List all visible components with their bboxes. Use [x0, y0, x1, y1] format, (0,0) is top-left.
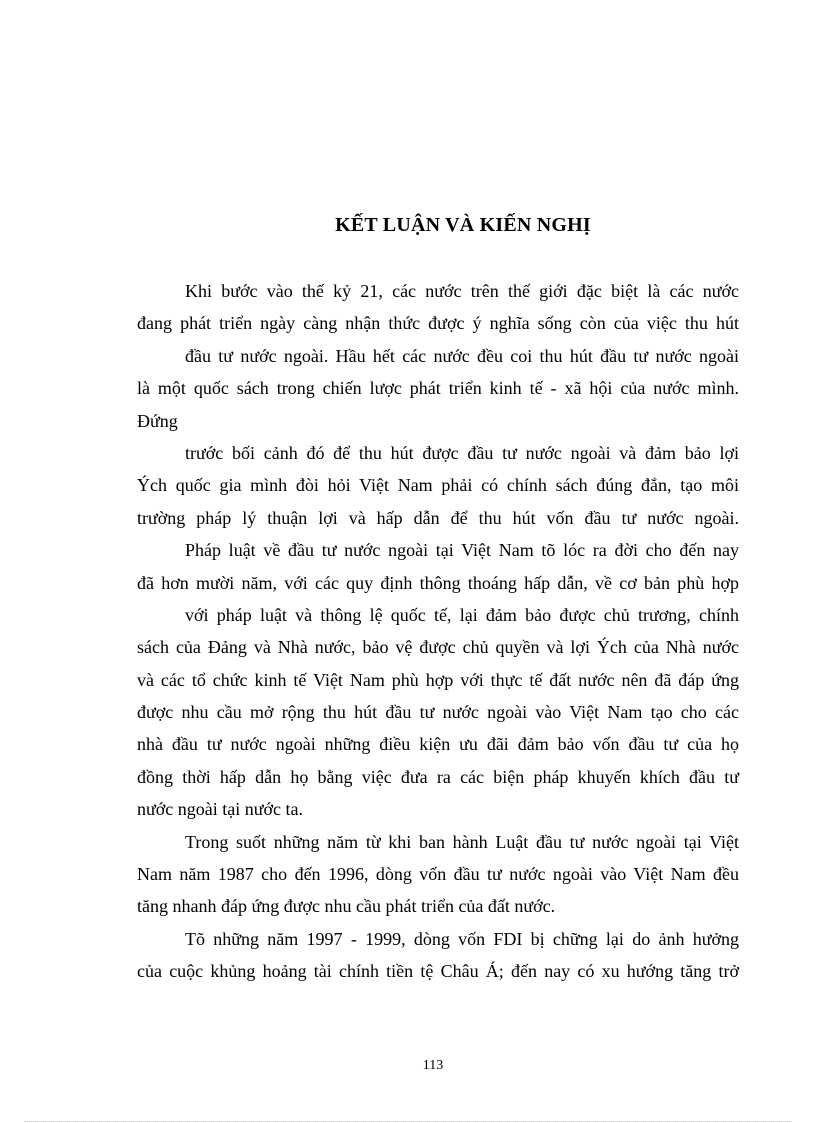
- text-line: Trong suốt những năm từ khi ban hành Luật đầu tư nước ngoài tại Việt: [185, 831, 739, 852]
- text-line: Đứng: [137, 410, 178, 431]
- text-line: là một quốc sách trong chiến lược phát triển kinh tế - xã hội của nước mình.: [137, 378, 739, 399]
- text-line: sách của Đảng và Nhà nước, bảo vệ được chủ quyền và lợi Ých của Nhà nước: [137, 637, 739, 658]
- text-line: Tõ những năm 1997 - 1999, dòng vốn FDI bị chững lại do ảnh hưởng: [185, 928, 739, 949]
- text-line: Nam năm 1987 cho đến 1996, dòng vốn đầu tư nước ngoài vào Việt Nam đều: [137, 864, 739, 885]
- text-line: trường pháp lý thuận lợi và hấp dẫn để thu hút vốn đầu tư nước ngoài.: [137, 507, 739, 528]
- body-text: [137, 275, 739, 988]
- text-line: nước ngoài tại nước ta.: [137, 799, 303, 820]
- page-number: 113: [422, 1058, 444, 1073]
- text-line: với pháp luật và thông lệ quốc tế, lại đảm bảo được chủ trương, chính: [185, 604, 739, 625]
- text-line: đầu tư nước ngoài. Hầu hết các nước đều coi thu hút đầu tư nước ngoài: [185, 345, 739, 366]
- text-line: Khi bước vào thế kỷ 21, các nước trên thế giới đặc biệt là các nước: [185, 281, 739, 301]
- text-line: đang phát triển ngày càng nhận thức được ý nghĩa sống còn của việc thu hút: [137, 313, 739, 334]
- text-line: Ých quốc gia mình đòi hỏi Việt Nam phải có chính sách đúng đắn, tạo môi: [137, 475, 739, 496]
- text-line: của cuộc khủng hoảng tài chính tiền tệ Châu Á; đến nay có xu hướng tăng trở: [137, 961, 739, 982]
- text-line: đã hơn mười năm, với các quy định thông thoáng hấp dẫn, về cơ bản phù hợp: [137, 572, 739, 593]
- page-bottom-divider: [24, 1121, 792, 1122]
- text-line: được nhu cầu mở rộng thu hút đầu tư nước ngoài vào Việt Nam tạo cho các: [137, 702, 739, 723]
- section-title: KẾT LUẬN VÀ KIẾN NGHỊ: [335, 214, 591, 236]
- text-line: và các tổ chức kinh tế Việt Nam phù hợp với thực tế đất nước nên đã đáp ứng: [137, 669, 739, 690]
- text-line: nhà đầu tư nước ngoài những điều kiện ưu đãi đảm bảo vốn đầu tư của họ: [137, 734, 739, 755]
- text-line: trước bối cảnh đó để thu hút được đầu tư nước ngoài và đảm bảo lợi: [185, 442, 739, 463]
- text-line: Pháp luật về đầu tư nước ngoài tại Việt Nam tõ lóc ra đời cho đến nay: [185, 540, 739, 561]
- text-line: tăng nhanh đáp ứng được nhu cầu phát triển của đất nước.: [137, 896, 556, 917]
- text-line: đồng thời hấp dẫn họ bằng việc đưa ra các biện pháp khuyến khích đầu tư: [137, 766, 739, 787]
